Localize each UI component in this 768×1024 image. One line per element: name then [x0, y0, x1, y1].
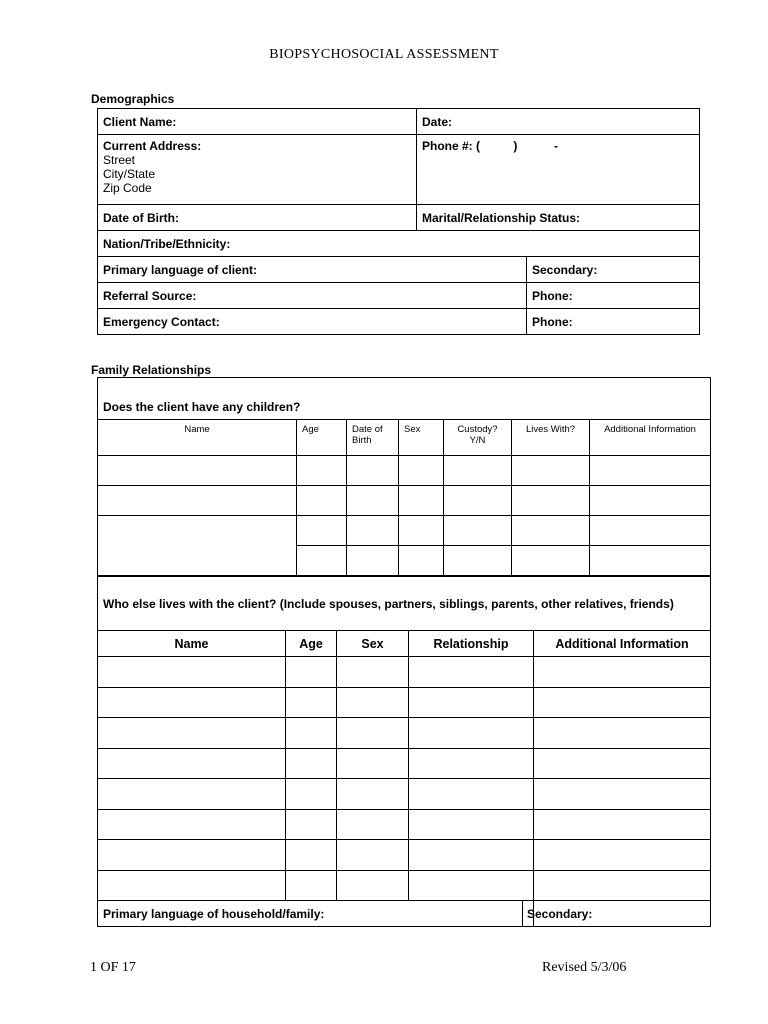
client-name-field[interactable]: Client Name:: [98, 109, 417, 135]
children-cell[interactable]: [98, 486, 297, 516]
household-row: [98, 809, 711, 840]
household-cell[interactable]: [98, 779, 286, 810]
children-col-custody: Custody? Y/N: [444, 420, 512, 456]
demographics-heading: Demographics: [91, 92, 175, 106]
household-col-age: Age: [286, 631, 337, 657]
household-cell[interactable]: [286, 748, 337, 779]
emergency-contact-field[interactable]: Emergency Contact:: [98, 309, 527, 335]
household-cell[interactable]: [534, 870, 711, 901]
household-cell[interactable]: [534, 657, 711, 688]
household-cell[interactable]: [337, 809, 409, 840]
household-row: [98, 870, 711, 901]
children-cell[interactable]: [297, 546, 347, 576]
revised-date: Revised 5/3/06: [542, 960, 627, 975]
household-col-sex: Sex: [337, 631, 409, 657]
household-cell[interactable]: [534, 718, 711, 749]
children-col-age: Age: [297, 420, 347, 456]
children-cell[interactable]: [347, 486, 399, 516]
children-cell[interactable]: [512, 486, 590, 516]
household-cell[interactable]: [409, 657, 534, 688]
referral-phone-field[interactable]: Phone:: [527, 283, 700, 309]
household-cell[interactable]: [337, 779, 409, 810]
emergency-phone-field[interactable]: Phone:: [527, 309, 700, 335]
household-cell[interactable]: [337, 840, 409, 871]
household-row: [98, 779, 711, 810]
children-table: [97, 377, 711, 576]
dob-field[interactable]: Date of Birth:: [98, 205, 417, 231]
children-cell[interactable]: [297, 486, 347, 516]
children-cell[interactable]: [590, 486, 711, 516]
household-cell[interactable]: [337, 870, 409, 901]
household-cell[interactable]: [534, 687, 711, 718]
household-cell[interactable]: [534, 779, 711, 810]
household-cell[interactable]: [98, 657, 286, 688]
address-field[interactable]: Current Address: Street City/State Zip Code: [98, 135, 417, 205]
marital-status-field[interactable]: Marital/Relationship Status:: [417, 205, 700, 231]
children-cell[interactable]: [399, 456, 444, 486]
household-cell[interactable]: [286, 687, 337, 718]
children-cell[interactable]: [98, 516, 297, 576]
children-cell[interactable]: [347, 546, 399, 576]
children-question: Does the client have any children?: [98, 378, 711, 420]
children-cell[interactable]: [399, 516, 444, 546]
household-col-name: Name: [98, 631, 286, 657]
household-cell[interactable]: [98, 809, 286, 840]
household-row: [98, 687, 711, 718]
nation-field[interactable]: Nation/Tribe/Ethnicity:: [98, 231, 700, 257]
phone-field[interactable]: Phone #: ( ) -: [417, 135, 700, 205]
household-col-relationship: Relationship: [409, 631, 534, 657]
household-cell[interactable]: [98, 718, 286, 749]
household-cell[interactable]: [98, 748, 286, 779]
children-cell[interactable]: [444, 546, 512, 576]
children-col-dob: Date of Birth: [347, 420, 399, 456]
household-col-additional: Additional Information: [534, 631, 711, 657]
children-cell[interactable]: [297, 516, 347, 546]
household-question: Who else lives with the client? (Include spouses, partners, siblings, parents, other relatives, friends): [98, 577, 711, 631]
household-cell[interactable]: [286, 779, 337, 810]
children-cell[interactable]: [512, 456, 590, 486]
household-cell[interactable]: [534, 748, 711, 779]
household-row: [98, 657, 711, 688]
children-cell[interactable]: [347, 516, 399, 546]
household-cell[interactable]: [286, 870, 337, 901]
household-cell[interactable]: [337, 718, 409, 749]
household-cell[interactable]: [337, 748, 409, 779]
household-cell[interactable]: [409, 840, 534, 871]
children-cell[interactable]: [590, 546, 711, 576]
household-row: [98, 840, 711, 871]
children-cell[interactable]: [512, 546, 590, 576]
page-title: BIOPSYCHOSOCIAL ASSESSMENT: [269, 47, 499, 62]
household-cell[interactable]: [409, 687, 534, 718]
date-field[interactable]: Date:: [417, 109, 700, 135]
household-cell[interactable]: [409, 779, 534, 810]
household-cell[interactable]: [98, 687, 286, 718]
family-heading: Family Relationships: [91, 363, 212, 377]
city-state-label: City/State: [103, 167, 156, 181]
street-label: Street: [103, 153, 136, 167]
secondary-language-field[interactable]: Secondary:: [527, 257, 700, 283]
children-cell[interactable]: [590, 516, 711, 546]
household-table: [97, 576, 711, 927]
children-cell[interactable]: [512, 516, 590, 546]
household-row: [98, 718, 711, 749]
children-cell[interactable]: [444, 456, 512, 486]
household-cell[interactable]: [286, 809, 337, 840]
primary-language-field[interactable]: Primary language of client:: [98, 257, 527, 283]
household-cell[interactable]: [534, 840, 711, 871]
household-row: [98, 748, 711, 779]
children-cell[interactable]: [444, 486, 512, 516]
zip-label: Zip Code: [103, 181, 152, 195]
household-cell[interactable]: [409, 809, 534, 840]
household-cell[interactable]: [409, 748, 534, 779]
household-cell[interactable]: [286, 840, 337, 871]
household-cell[interactable]: [337, 657, 409, 688]
referral-source-field[interactable]: Referral Source:: [98, 283, 527, 309]
children-col-name: Name: [98, 420, 297, 456]
household-cell[interactable]: [98, 840, 286, 871]
children-cell[interactable]: [399, 486, 444, 516]
children-cell[interactable]: [347, 456, 399, 486]
children-cell[interactable]: [399, 546, 444, 576]
children-cell[interactable]: [590, 456, 711, 486]
children-cell[interactable]: [444, 516, 512, 546]
children-cell[interactable]: [98, 456, 297, 486]
household-cell[interactable]: [286, 657, 337, 688]
page-number: 1 OF 17: [90, 960, 136, 975]
household-cell[interactable]: [409, 718, 534, 749]
household-secondary-field[interactable]: Secondary:: [534, 901, 711, 927]
children-cell[interactable]: [297, 456, 347, 486]
demographics-table: [97, 108, 700, 335]
household-cell[interactable]: [98, 870, 286, 901]
household-language-field[interactable]: Primary language of household/family:: [98, 901, 534, 927]
children-col-additional: Additional Information: [590, 420, 711, 456]
household-cell[interactable]: [337, 687, 409, 718]
children-col-sex: Sex: [399, 420, 444, 456]
household-cell[interactable]: [286, 718, 337, 749]
household-cell[interactable]: [534, 809, 711, 840]
household-cell[interactable]: [409, 870, 534, 901]
children-col-lives-with: Lives With?: [512, 420, 590, 456]
